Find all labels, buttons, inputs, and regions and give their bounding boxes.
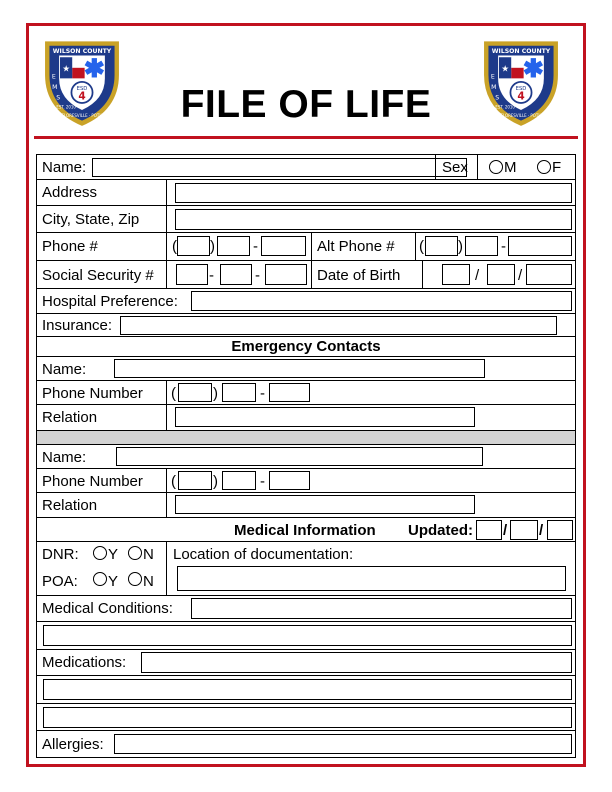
divider xyxy=(166,233,167,261)
paren: ) xyxy=(458,238,463,255)
logo-esd-text: ESD xyxy=(515,85,527,92)
logo-est-text: EST. 2010 xyxy=(56,104,76,110)
dob-day-input[interactable] xyxy=(487,264,515,285)
divider xyxy=(166,381,167,405)
alt-phone-label: Alt Phone # xyxy=(317,238,395,255)
contact2-name-input[interactable] xyxy=(116,447,483,466)
medications-row-3 xyxy=(37,704,575,731)
contact2-line-input[interactable] xyxy=(269,471,310,490)
contact2-phone-label: Phone Number xyxy=(42,473,143,490)
paren: ( xyxy=(419,238,424,255)
hospital-preference-input[interactable] xyxy=(191,291,572,311)
dnr-label: DNR: xyxy=(42,546,79,563)
divider xyxy=(166,469,167,493)
paren: ) xyxy=(213,385,218,402)
medications-row xyxy=(37,650,575,676)
contact2-relation-row xyxy=(37,493,575,518)
contact1-area-code-input[interactable] xyxy=(178,383,212,402)
divider xyxy=(166,206,167,233)
dob-label: Date of Birth xyxy=(317,267,401,284)
poa-yes-radio[interactable] xyxy=(93,572,107,586)
address-row xyxy=(37,180,575,206)
logo-est-text: EST. 2010 xyxy=(495,104,515,110)
contact2-name-label: Name: xyxy=(42,449,87,466)
logo-letter: S xyxy=(495,94,500,102)
medical-conditions-input[interactable] xyxy=(191,598,572,619)
emergency-contacts-heading: Emergency Contacts xyxy=(231,338,381,355)
contact1-relation-label: Relation xyxy=(42,409,98,426)
slash: / xyxy=(475,267,480,284)
contact1-name-row xyxy=(37,357,575,381)
dash: - xyxy=(209,267,214,284)
ssn-part1-input[interactable] xyxy=(176,264,208,285)
updated-month-input[interactable] xyxy=(476,520,502,540)
dash: - xyxy=(501,238,506,255)
city-row xyxy=(37,206,575,233)
dnr-yes-label: Y xyxy=(108,546,119,563)
slash: / xyxy=(539,522,544,539)
divider xyxy=(166,405,167,431)
dash: - xyxy=(253,238,258,255)
dnr-poa-row xyxy=(37,542,575,596)
divider xyxy=(166,261,167,289)
hospital-row xyxy=(37,289,575,314)
divider xyxy=(311,261,312,289)
name-input[interactable] xyxy=(92,158,467,177)
medical-information-heading: Medical Information xyxy=(234,522,376,539)
dnr-no-radio[interactable] xyxy=(128,546,142,560)
address-label: Address xyxy=(42,184,98,201)
medications-label: Medications: xyxy=(42,654,127,671)
medications-input[interactable] xyxy=(141,652,572,673)
ssn-label: Social Security # xyxy=(42,267,154,284)
location-of-documentation-input[interactable] xyxy=(177,566,566,591)
contact2-relation-input[interactable] xyxy=(175,495,475,514)
contact1-line-input[interactable] xyxy=(269,383,310,402)
updated-label: Updated: xyxy=(408,522,473,539)
logo-bottom-text: FLORESVILLE · POTH xyxy=(500,113,542,119)
insurance-input[interactable] xyxy=(120,316,557,335)
phone-prefix-input[interactable] xyxy=(217,236,250,256)
contact2-name-row xyxy=(37,445,575,469)
paren: ( xyxy=(171,385,176,402)
hospital-preference-label: Hospital Preference: xyxy=(42,293,178,310)
paren: ( xyxy=(171,473,176,490)
sex-female-label: F xyxy=(552,159,562,176)
contact1-phone-label: Phone Number xyxy=(42,385,143,402)
poa-no-radio[interactable] xyxy=(128,572,142,586)
medical-conditions-row-2 xyxy=(37,622,575,650)
sex-male-radio[interactable] xyxy=(489,160,503,174)
dash: - xyxy=(260,385,265,402)
slash: / xyxy=(518,267,523,284)
page-title: FILE OF LIFE xyxy=(180,83,432,126)
contact2-prefix-input[interactable] xyxy=(222,471,256,490)
medical-heading-row xyxy=(37,518,575,542)
divider xyxy=(166,542,167,596)
alt-phone-prefix-input[interactable] xyxy=(465,236,498,256)
paren: ( xyxy=(172,238,177,255)
ssn-dob-row xyxy=(37,261,575,289)
alt-phone-line-input[interactable] xyxy=(508,236,572,256)
logo-top-text: WILSON COUNTY xyxy=(491,47,551,55)
medications-row-2 xyxy=(37,676,575,704)
insurance-row xyxy=(37,314,575,337)
name-row xyxy=(37,155,575,180)
title-rule xyxy=(34,136,578,139)
location-of-documentation-label: Location of documentation: xyxy=(173,546,354,563)
contact-separator xyxy=(37,431,575,445)
logo-bottom-text: FLORESVILLE · POTH xyxy=(61,113,103,119)
medications-input-3[interactable] xyxy=(43,707,572,728)
logo-letter: M xyxy=(52,83,58,91)
address-input[interactable] xyxy=(175,183,572,203)
name-label: Name: xyxy=(42,159,87,176)
updated-day-input[interactable] xyxy=(510,520,538,540)
phone-row xyxy=(37,233,575,261)
logo-letter: S xyxy=(56,94,61,102)
divider xyxy=(166,180,167,206)
dob-year-input[interactable] xyxy=(526,264,572,285)
contact2-relation-label: Relation xyxy=(42,497,98,514)
dash: - xyxy=(260,473,265,490)
file-of-life-form xyxy=(36,154,576,758)
phone-line-input[interactable] xyxy=(261,236,306,256)
ssn-part3-input[interactable] xyxy=(265,264,307,285)
ssn-part2-input[interactable] xyxy=(220,264,252,285)
contact1-phone-row xyxy=(37,381,575,405)
emergency-heading-row xyxy=(37,337,575,357)
dash: - xyxy=(255,267,260,284)
contact1-relation-row xyxy=(37,405,575,431)
medical-conditions-row xyxy=(37,596,575,622)
medical-conditions-label: Medical Conditions: xyxy=(42,600,173,617)
contact1-name-input[interactable] xyxy=(114,359,485,378)
divider xyxy=(415,233,416,261)
contact1-name-label: Name: xyxy=(42,361,87,378)
medications-input-2[interactable] xyxy=(43,679,572,700)
city-state-zip-label: City, State, Zip xyxy=(42,211,140,228)
alt-phone-area-code-input[interactable] xyxy=(425,236,458,256)
slash: / xyxy=(503,522,508,539)
logo-letter: E xyxy=(490,73,495,81)
contact1-relation-input[interactable] xyxy=(175,407,475,427)
phone-area-code-input[interactable] xyxy=(177,236,210,256)
logo-letter: E xyxy=(51,73,56,81)
dob-month-input[interactable] xyxy=(442,264,470,285)
contact1-prefix-input[interactable] xyxy=(222,383,256,402)
logo-number: 4 xyxy=(517,90,525,103)
sex-male-label: M xyxy=(504,159,517,176)
contact2-area-code-input[interactable] xyxy=(178,471,212,490)
allergies-label: Allergies: xyxy=(42,736,104,753)
updated-year-input[interactable] xyxy=(547,520,573,540)
poa-no-label: N xyxy=(143,573,154,590)
city-state-zip-input[interactable] xyxy=(175,209,572,230)
divider xyxy=(422,261,423,289)
insurance-label: Insurance: xyxy=(42,317,113,334)
svg-text:★: ★ xyxy=(62,64,71,75)
logo-number: 4 xyxy=(78,90,86,103)
paren: ) xyxy=(213,473,218,490)
phone-label: Phone # xyxy=(42,238,98,255)
contact2-phone-row xyxy=(37,469,575,493)
divider xyxy=(435,155,436,179)
allergies-input[interactable] xyxy=(114,734,572,754)
paren: ) xyxy=(210,238,215,255)
divider xyxy=(166,493,167,518)
sex-label: Sex xyxy=(442,159,468,176)
dnr-yes-radio[interactable] xyxy=(93,546,107,560)
divider xyxy=(311,233,312,261)
divider xyxy=(477,155,478,179)
logo-top-text: WILSON COUNTY xyxy=(52,47,112,55)
poa-label: POA: xyxy=(42,573,78,590)
logo-esd-text: ESD xyxy=(76,85,88,92)
logo-letter: M xyxy=(491,83,497,91)
dnr-no-label: N xyxy=(143,546,154,563)
svg-text:★: ★ xyxy=(501,64,510,75)
poa-yes-label: Y xyxy=(108,573,119,590)
medical-conditions-input-2[interactable] xyxy=(43,625,572,646)
sex-female-radio[interactable] xyxy=(537,160,551,174)
allergies-row xyxy=(37,731,575,757)
